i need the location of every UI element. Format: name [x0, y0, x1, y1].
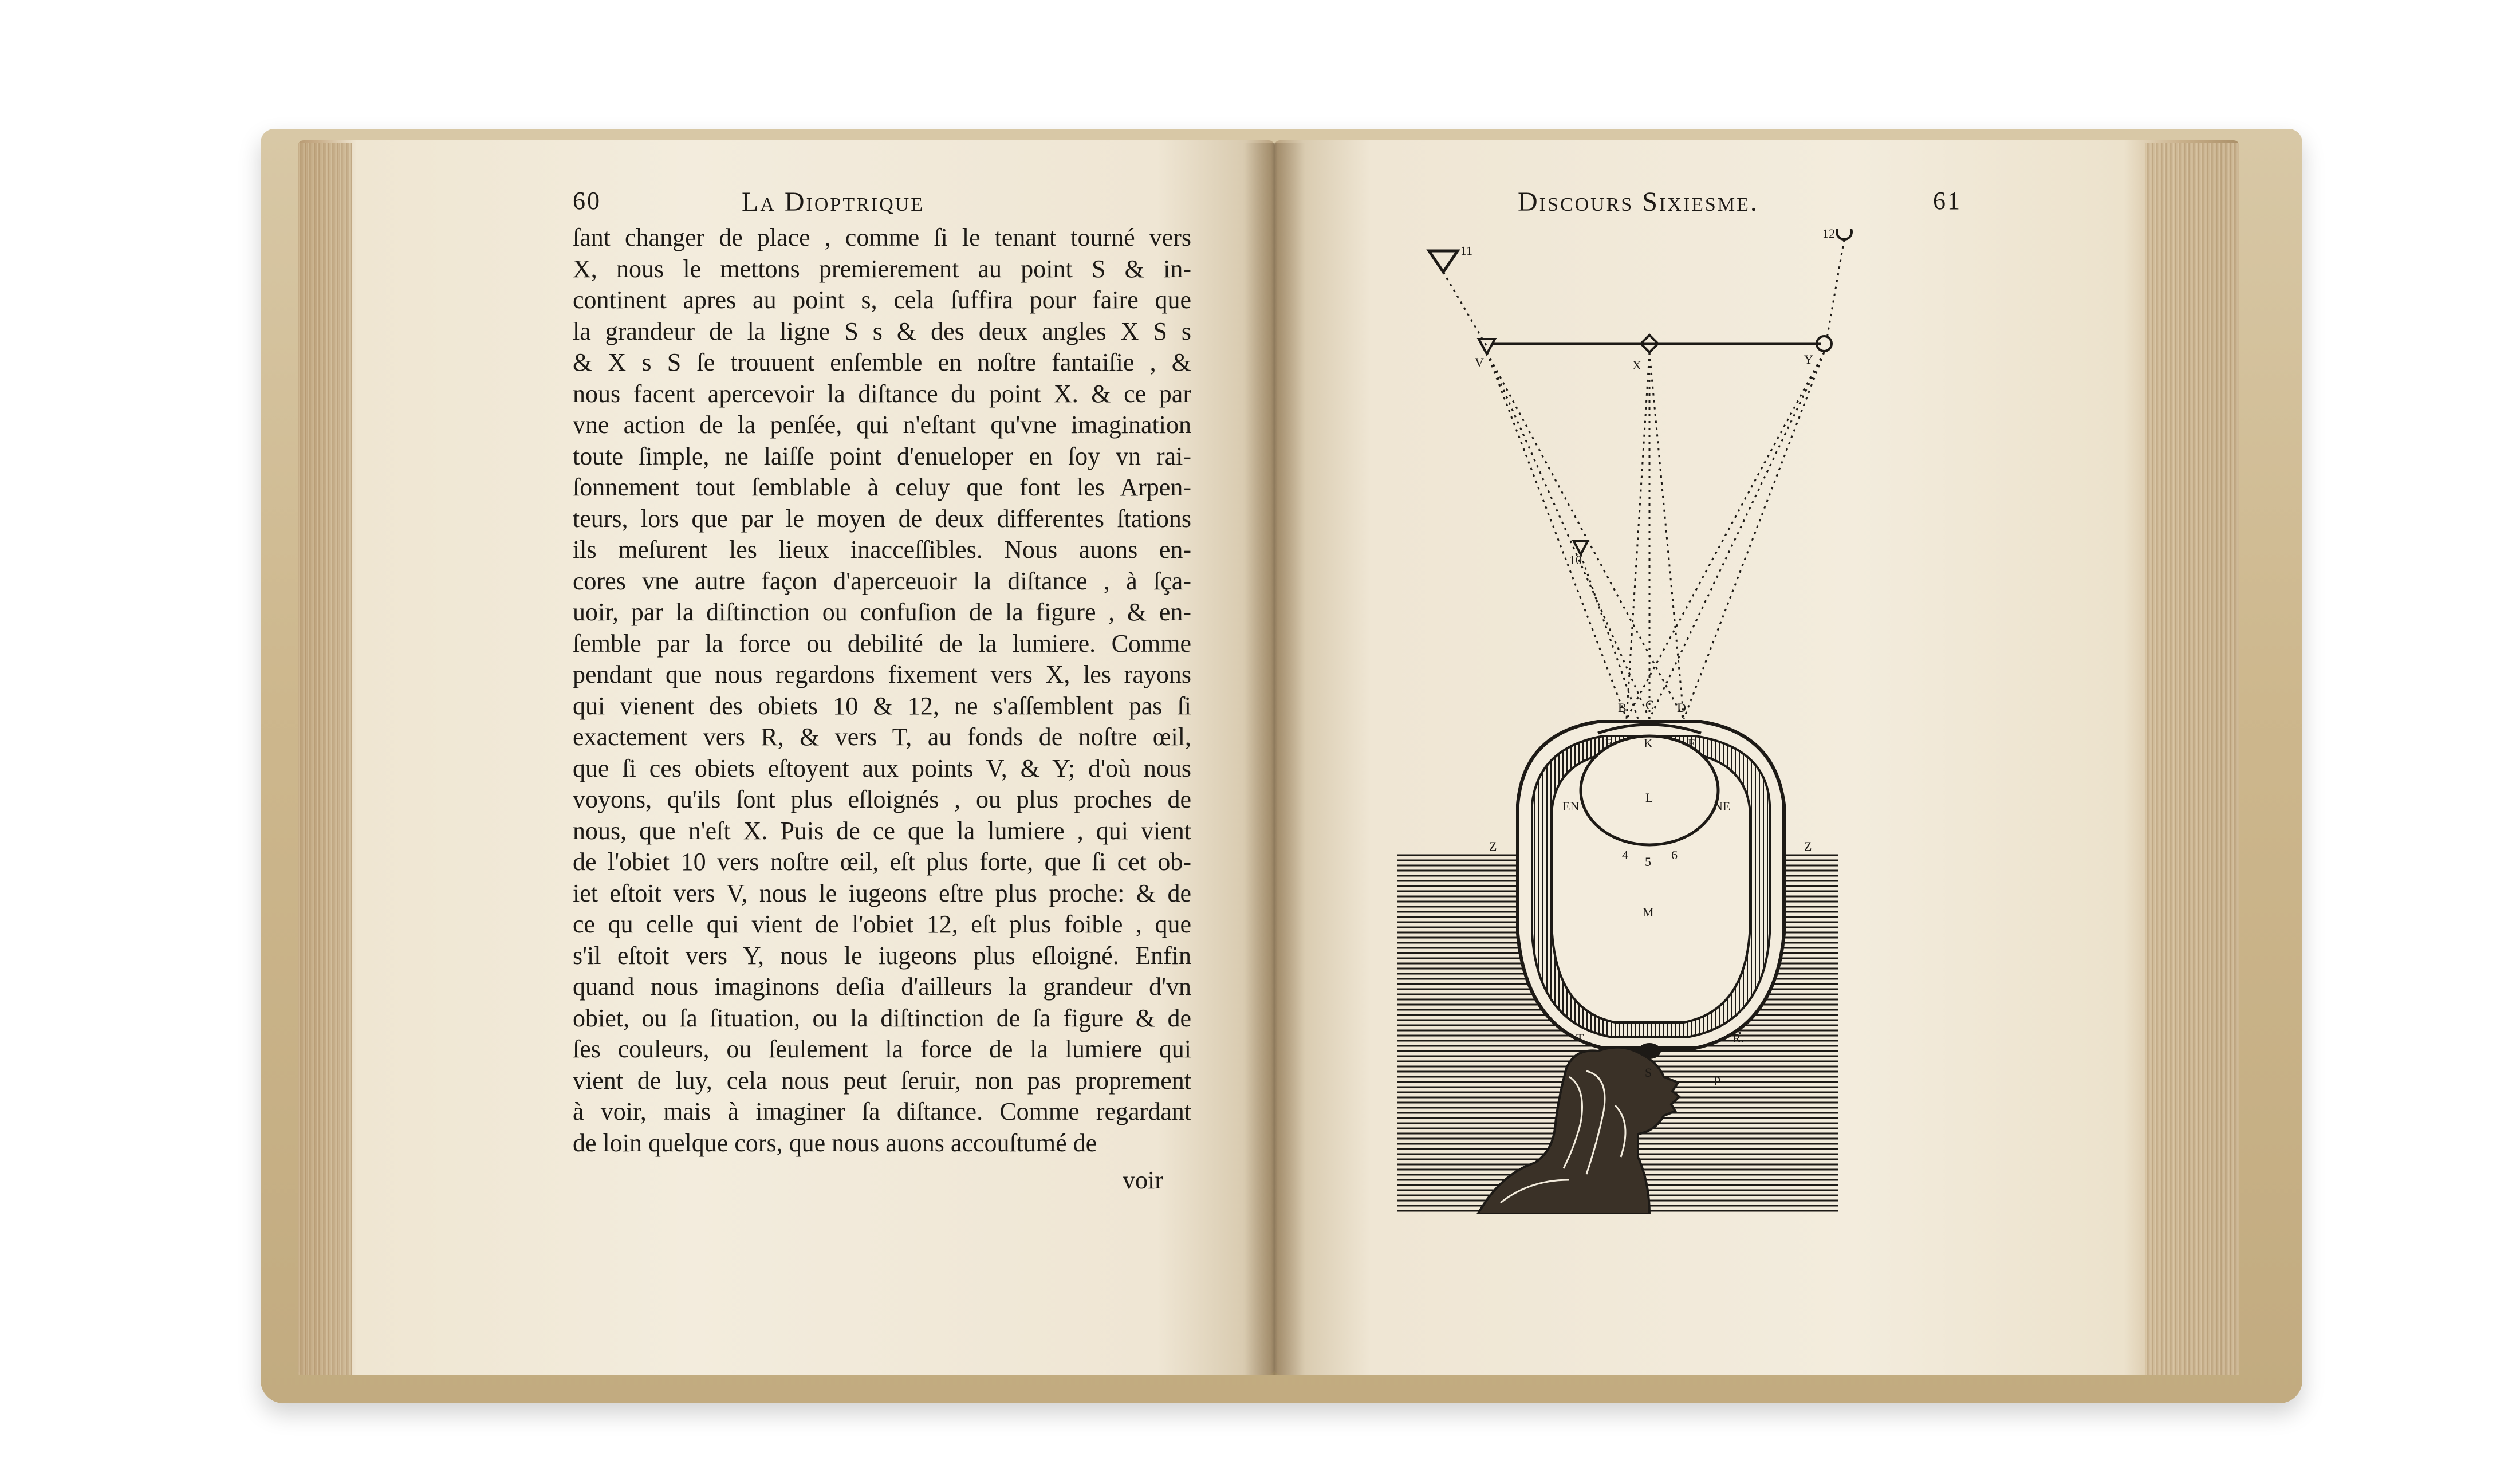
label-Y: Y	[1804, 352, 1813, 367]
label-Z-right: Z	[1804, 839, 1812, 853]
label-NE: NE	[1714, 799, 1731, 813]
label-X: X	[1632, 358, 1641, 372]
text-line: que ſi ces obiets eſtoyent aux points V, & Y; d'où nous	[573, 754, 1191, 782]
object-line	[1479, 335, 1832, 554]
text-line: cores vne autre façon d'aperceuoir la diſtance , à ſça-	[573, 566, 1191, 595]
object-11	[1429, 251, 1458, 272]
label-F-left: F	[1605, 736, 1612, 750]
label-K: K	[1644, 736, 1653, 750]
label-F-right: F	[1688, 736, 1695, 750]
label-11: 11	[1460, 243, 1473, 258]
text-line: ſant changer de place , comme ſi le tenant tourné vers	[573, 223, 1191, 251]
text-line: ſemble par la force ou debilité de la lumiere. Comme	[573, 629, 1191, 658]
left-running-title: La Dioptrique	[742, 187, 924, 217]
label-V: V	[1475, 355, 1484, 369]
text-line: de loin quelque cors, que nous auons accouſtumé de	[573, 1128, 1097, 1157]
left-page-edges	[298, 143, 352, 1375]
text-line: quand nous imaginons deſia d'ailleurs la grandeur d'vn	[573, 973, 1191, 1001]
text-line: continent apres au point s, cela ſuffira pour faire que	[573, 286, 1191, 314]
text-line: voyons, qu'ils ſont plus eſloignés , ou plus proches de	[573, 785, 1191, 813]
label-10: 10	[1569, 553, 1582, 567]
text-line: iet eſtoit vers V, nous le iugeons eſtre plus proche: & de	[573, 879, 1191, 907]
label-D: D	[1677, 700, 1686, 715]
text-line: ſes couleurs, ou ſeulement la force de la lumiere qui	[573, 1035, 1191, 1063]
text-line: uoir, par la diſtinction ou confuſion de la figure , & en-	[573, 598, 1191, 626]
text-line: la grandeur de la ligne S s & des deux angles X S s	[573, 317, 1191, 345]
text-line: ils meſurent les lieux inacceſſibles. Nous auons en-	[573, 536, 1191, 564]
label-B: B	[1618, 700, 1627, 715]
eye-diagram-svg	[1329, 229, 1901, 1214]
label-P: P	[1714, 1074, 1721, 1088]
book-gutter	[1243, 143, 1306, 1375]
text-line: ſonnement tout ſemblable à celuy que font les Arpen-	[573, 473, 1191, 501]
text-line: & X s S ſe trouuent enſemble en noſtre fantaiſie , &	[573, 348, 1191, 376]
label-12: 12	[1822, 229, 1835, 241]
label-Z-left: Z	[1489, 839, 1497, 853]
text-line: nous facent apercevoir la diſtance du point X. & ce par	[573, 379, 1191, 408]
text-line: nous, que n'eſt X. Puis de ce que la lumiere , qui vient	[573, 816, 1191, 845]
right-running-title: Discours Sixiesme.	[1518, 187, 1759, 217]
text-line: vne action de la penſée, qui n'eſtant qu'vne imagination	[573, 411, 1191, 439]
right-page-number: 61	[1933, 187, 1962, 215]
text-line: à voir, mais à imaginer ſa diſtance. Comme regardant	[573, 1097, 1191, 1125]
label-T: T	[1576, 1031, 1584, 1045]
label-6: 6	[1671, 848, 1678, 862]
label-M: M	[1643, 905, 1654, 919]
label-5: 5	[1645, 855, 1651, 869]
label-EN: EN	[1562, 799, 1580, 813]
right-page-edges	[2145, 143, 2239, 1375]
text-line: s'il eſtoit vers Y, nous le iugeons plus eſloigné. Enfin	[573, 941, 1191, 970]
catchword: voir	[1123, 1166, 1163, 1194]
woodcut-eye-diagram	[1329, 229, 1901, 1214]
text-line: vient de luy, cela nous peut ſeruir, non pas proprement	[573, 1066, 1191, 1095]
object-12	[1837, 229, 1852, 239]
text-line: pendant que nous regardons fixement vers X, les rayons	[573, 660, 1191, 688]
text-line: X, nous le mettons premierement au point S & in-	[573, 254, 1191, 283]
label-L: L	[1645, 790, 1653, 805]
label-C: C	[1645, 698, 1654, 712]
left-page-text	[573, 222, 1191, 1159]
text-line: qui vienent des obiets 10 & 12, ne s'aſſemblent pas ſi	[573, 691, 1191, 720]
label-4: 4	[1622, 848, 1628, 862]
left-page-number: 60	[573, 187, 601, 215]
text-line: toute ſimple, ne laiſſe point d'enueloper en ſoy vn rai-	[573, 442, 1191, 470]
label-S: S	[1645, 1065, 1652, 1080]
text-line: ce qu celle qui vient de l'obiet 12, eſt plus foible , que	[573, 910, 1191, 938]
label-R: R.	[1732, 1031, 1745, 1045]
text-line: de l'obiet 10 vers noſtre œil, eſt plus forte, que ſi cet ob-	[573, 848, 1191, 876]
text-line: obiet, ou ſa ſituation, ou la diſtinction de ſa figure & de	[573, 1003, 1191, 1032]
text-line: teurs, lors que par le moyen de deux differentes ſtations	[573, 504, 1191, 533]
text-line: exactement vers R, & vers T, au fonds de noſtre œil,	[573, 723, 1191, 751]
eye-globe	[1518, 722, 1784, 1059]
